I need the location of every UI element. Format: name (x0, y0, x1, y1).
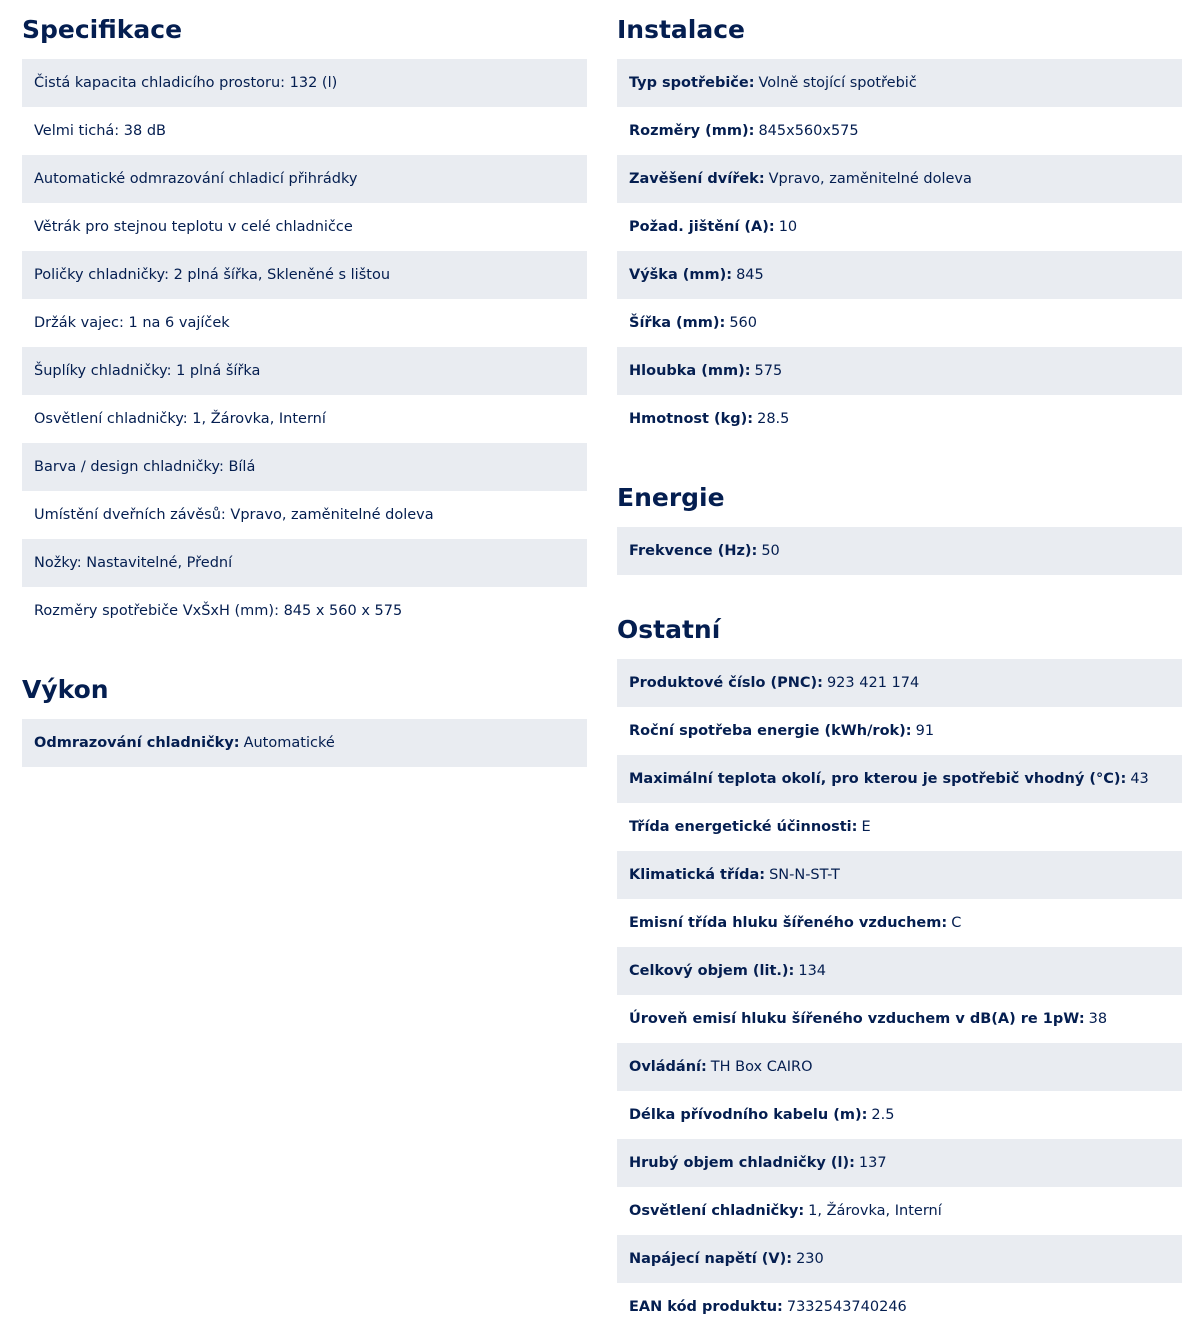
spec-row (617, 203, 1182, 251)
spec-list-energie (617, 527, 1182, 575)
spec-row (22, 587, 587, 635)
spec-label: Frekvence (Hz): (629, 543, 758, 559)
section-ostatni (617, 575, 1182, 1331)
spec-row (617, 251, 1182, 299)
spec-row (617, 899, 1182, 947)
spec-label: Maximální teplota okolí, pro kterou je spotřebič vhodný (°C): (629, 771, 1127, 787)
section-title-ostatni: Ostatní (617, 615, 721, 644)
spec-label: Klimatická třída: (629, 867, 766, 883)
section-vykon (22, 635, 587, 767)
spec-value: 10 (778, 219, 798, 235)
spec-row (617, 1139, 1182, 1187)
spec-label: Odmrazování chladničky: (34, 735, 240, 751)
spec-label: Typ spotřebiče: (629, 75, 755, 91)
spec-row (617, 947, 1182, 995)
spec-row (617, 995, 1182, 1043)
spec-row (617, 1283, 1182, 1331)
spec-label: Rozměry (mm): (629, 123, 755, 139)
spec-text: Osvětlení chladničky: 1, Žárovka, Interní (34, 411, 326, 427)
spec-row (617, 1235, 1182, 1283)
spec-label: Osvětlení chladničky: (629, 1203, 805, 1219)
spec-text: Rozměry spotřebiče VxŠxH (mm): 845 x 560 x 575 (34, 603, 403, 619)
right-column (617, 0, 1182, 1331)
spec-label: Třída energetické účinnosti: (629, 819, 858, 835)
spec-row (22, 539, 587, 587)
spec-label: Hloubka (mm): (629, 363, 751, 379)
section-title-specifikace: Specifikace (22, 15, 183, 44)
spec-list-ostatni (617, 659, 1182, 1331)
spec-row (22, 347, 587, 395)
spec-row (22, 203, 587, 251)
spec-text: Šuplíky chladničky: 1 plná šířka (34, 363, 261, 379)
spec-row (22, 491, 587, 539)
spec-label: Výška (mm): (629, 267, 733, 283)
spec-text: Nožky: Nastavitelné, Přední (34, 555, 233, 571)
spec-row (617, 1187, 1182, 1235)
section-instalace (617, 0, 1182, 443)
spec-value: 1, Žárovka, Interní (808, 1203, 942, 1219)
spec-list-instalace (617, 59, 1182, 443)
left-column (22, 0, 587, 767)
spec-value: 575 (754, 363, 783, 379)
spec-row (617, 803, 1182, 851)
spec-text: Poličky chladničky: 2 plná šířka, Skleněné s lištou (34, 267, 391, 283)
spec-row (617, 107, 1182, 155)
section-energie (617, 443, 1182, 575)
spec-value: 43 (1130, 771, 1149, 787)
spec-row (617, 527, 1182, 575)
spec-text: Čistá kapacita chladicího prostoru: 132 (l) (34, 75, 338, 91)
spec-value: Volně stojící spotřebič (758, 75, 917, 91)
spec-value: 38 (1088, 1011, 1108, 1027)
spec-row (22, 395, 587, 443)
spec-label: Úroveň emisí hluku šířeného vzduchem v dB(A) re 1pW: (629, 1011, 1085, 1027)
spec-row (22, 155, 587, 203)
spec-row (617, 755, 1182, 803)
spec-value: 2.5 (871, 1107, 895, 1123)
spec-label: Požad. jištění (A): (629, 219, 775, 235)
spec-value: 845x560x575 (758, 123, 859, 139)
spec-list-vykon (22, 719, 587, 767)
spec-row (617, 395, 1182, 443)
spec-value: 28.5 (757, 411, 790, 427)
spec-label: Šířka (mm): (629, 315, 726, 331)
spec-value: 845 (736, 267, 764, 283)
spec-text: Větrák pro stejnou teplotu v celé chladničce (34, 219, 353, 235)
spec-text: Umístění dveřních závěsů: Vpravo, zaměnitelné doleva (34, 507, 434, 523)
spec-label: Celkový objem (lit.): (629, 963, 795, 979)
spec-row (617, 299, 1182, 347)
spec-text: Barva / design chladničky: Bílá (34, 459, 256, 475)
spec-label: Ovládání: (629, 1059, 707, 1075)
spec-label: Napájecí napětí (V): (629, 1251, 793, 1267)
spec-label: Hrubý objem chladničky (l): (629, 1155, 855, 1171)
spec-label: Emisní třída hluku šířeného vzduchem: (629, 915, 948, 931)
spec-value: E (861, 819, 871, 835)
spec-value: C (951, 915, 962, 931)
spec-row (617, 347, 1182, 395)
spec-row (617, 155, 1182, 203)
spec-text: Velmi tichá: 38 dB (34, 123, 166, 139)
spec-text: Držák vajec: 1 na 6 vajíček (34, 315, 230, 331)
spec-value: Automatické (243, 735, 335, 751)
spec-row (22, 443, 587, 491)
spec-value: 7332543740246 (786, 1299, 907, 1315)
spec-row (617, 851, 1182, 899)
spec-value: 137 (858, 1155, 887, 1171)
spec-value: 923 421 174 (826, 675, 920, 691)
spec-row (22, 299, 587, 347)
spec-label: Hmotnost (kg): (629, 411, 754, 427)
spec-row (22, 59, 587, 107)
section-title-energie: Energie (617, 483, 725, 512)
spec-value: TH Box CAIRO (710, 1059, 813, 1075)
spec-text: Automatické odmrazování chladicí přihrádky (34, 171, 358, 187)
section-title-vykon: Výkon (22, 675, 109, 704)
spec-value: Vpravo, zaměnitelné doleva (768, 171, 972, 187)
spec-label: EAN kód produktu: (629, 1299, 783, 1315)
spec-row (617, 59, 1182, 107)
spec-value: 560 (729, 315, 757, 331)
spec-value: 134 (798, 963, 827, 979)
spec-row (617, 659, 1182, 707)
section-specifikace (22, 0, 587, 635)
spec-row (22, 719, 587, 767)
spec-label: Zavěšení dvířek: (629, 171, 765, 187)
spec-value: 50 (761, 543, 780, 559)
spec-row (617, 1043, 1182, 1091)
section-title-instalace: Instalace (617, 15, 746, 44)
spec-label: Produktové číslo (PNC): (629, 675, 823, 691)
spec-row (617, 1091, 1182, 1139)
spec-label: Délka přívodního kabelu (m): (629, 1107, 868, 1123)
spec-list-specifikace (22, 59, 587, 635)
spec-value: SN-N-ST-T (769, 867, 840, 883)
spec-value: 91 (915, 723, 935, 739)
spec-value: 230 (796, 1251, 824, 1267)
spec-label: Roční spotřeba energie (kWh/rok): (629, 723, 912, 739)
spec-row (22, 251, 587, 299)
spec-row (617, 707, 1182, 755)
spec-row (22, 107, 587, 155)
